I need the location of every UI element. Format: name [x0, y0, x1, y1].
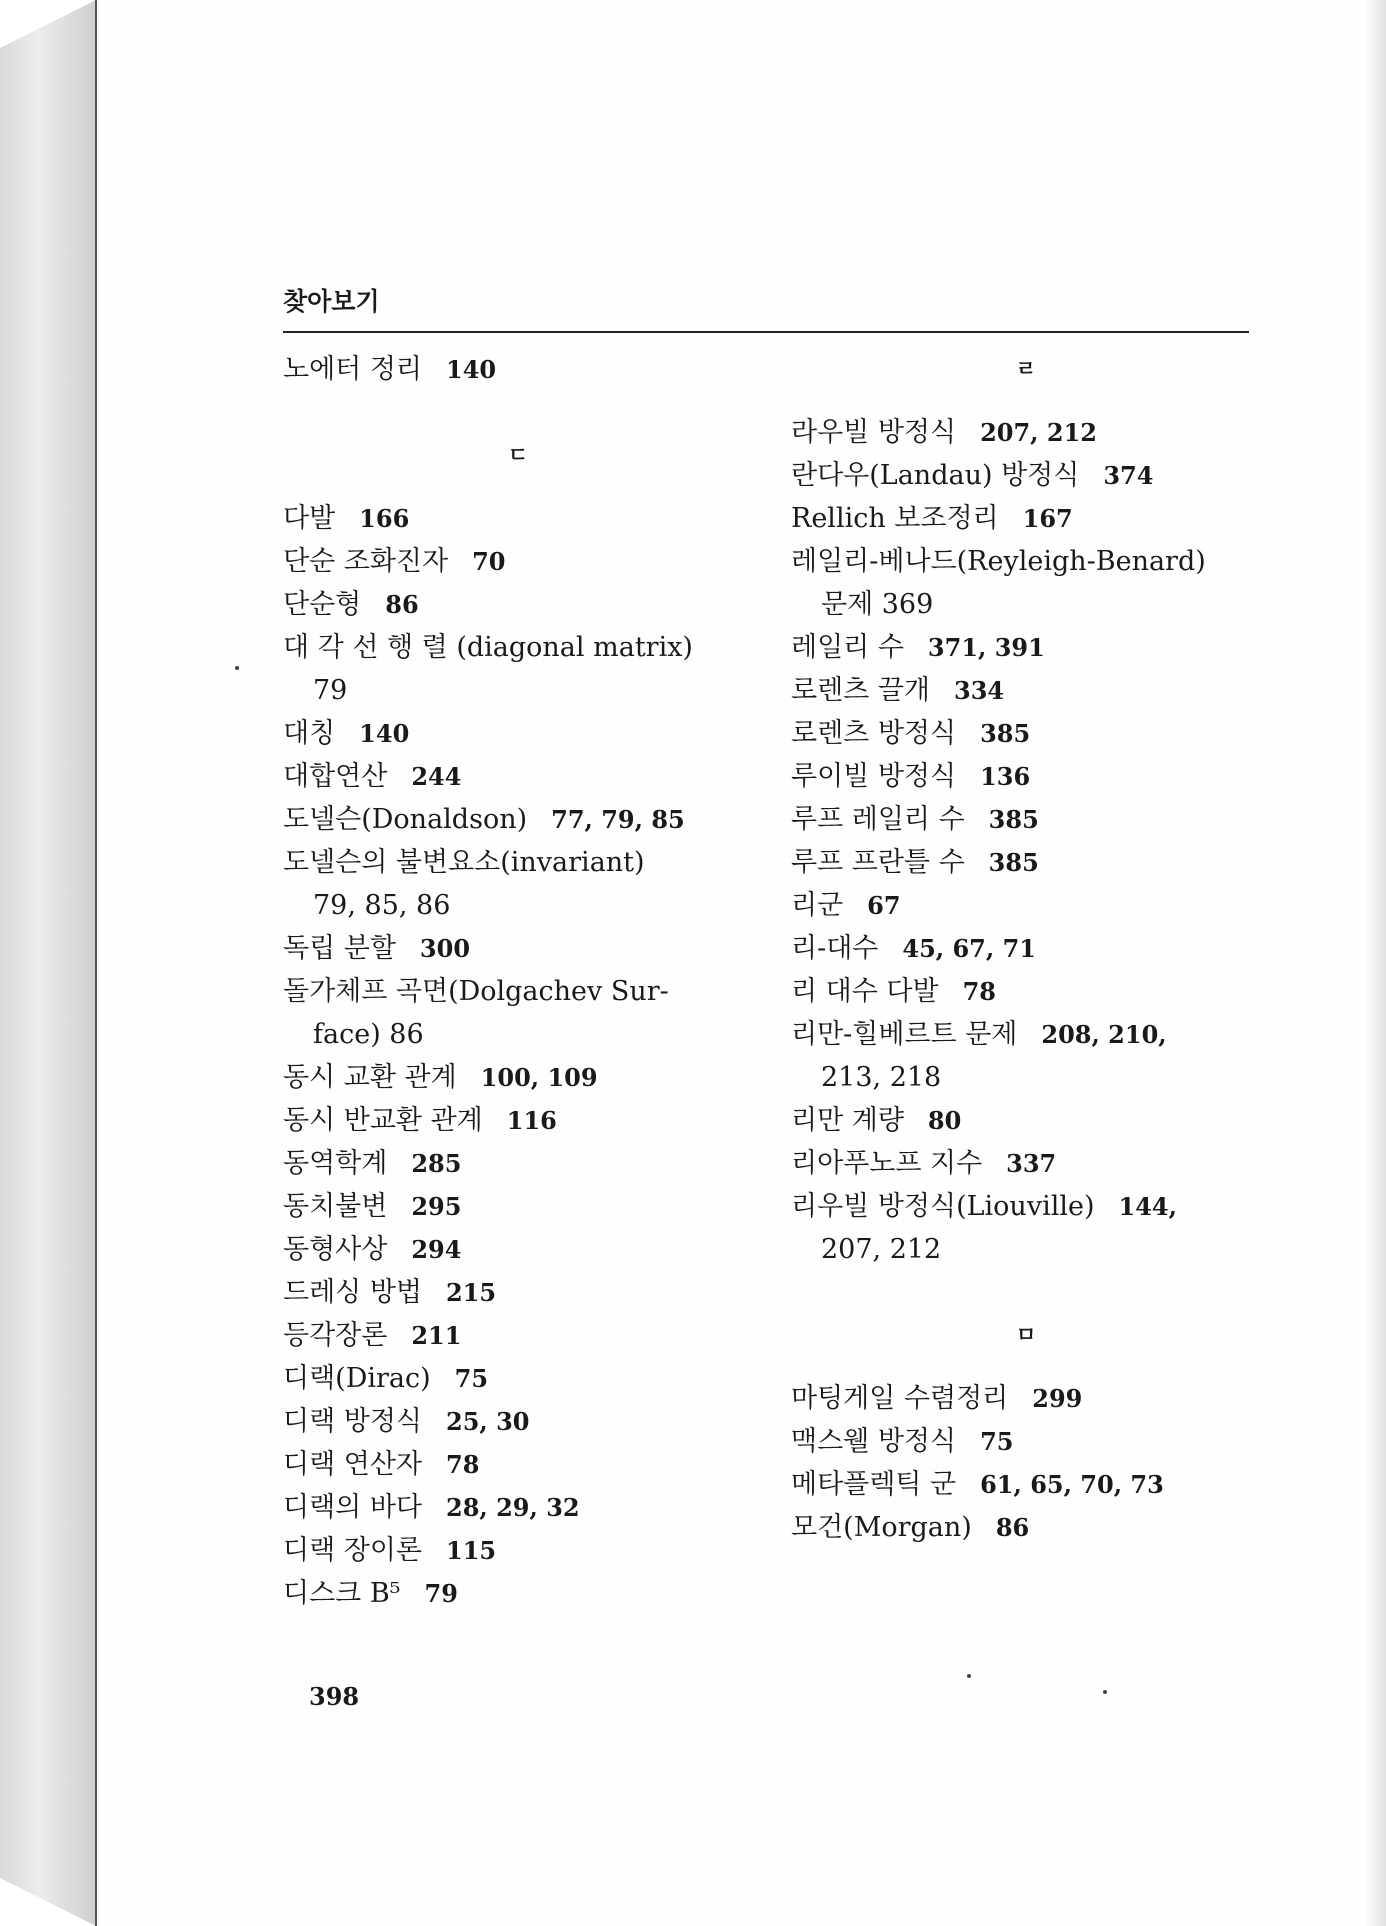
section-spacer	[283, 391, 753, 434]
index-entry	[791, 798, 1261, 841]
index-term: 대합연산	[283, 761, 388, 792]
index-term: 루프 프란틀 수	[791, 847, 965, 878]
index-term: 등각장론	[283, 1320, 388, 1351]
index-page-refs: 79	[424, 1579, 458, 1608]
index-entry	[791, 1185, 1261, 1228]
index-page-refs: 67	[867, 891, 901, 920]
index-page-refs: 25, 30	[446, 1407, 530, 1436]
print-speck	[1103, 1690, 1107, 1694]
index-entry	[283, 1099, 753, 1142]
index-term: 디랙 연산자	[283, 1449, 422, 1480]
index-entry	[791, 626, 1261, 669]
index-term: 도넬슨의 불변요소(invariant)	[283, 847, 645, 878]
index-page-refs: 207, 212	[980, 418, 1097, 447]
index-term: 동역학계	[283, 1148, 388, 1179]
index-entry	[283, 1314, 753, 1357]
index-section-letter: ㄹ	[1015, 357, 1037, 381]
index-entry	[791, 497, 1261, 540]
index-term: 라우빌 방정식	[791, 417, 957, 448]
index-entry	[791, 1463, 1261, 1506]
index-entry	[791, 1142, 1261, 1185]
index-term: 돌가체프 곡면(Dolgachev Sur-	[283, 976, 669, 1007]
index-term: 리만-힐베르트 문제	[791, 1019, 1018, 1050]
index-entry	[791, 1420, 1261, 1463]
index-entry	[283, 798, 753, 841]
index-entry	[283, 1443, 753, 1486]
index-term: 모건(Morgan)	[791, 1512, 972, 1543]
index-page-refs: 208, 210,	[1041, 1020, 1167, 1049]
index-entry	[283, 1228, 753, 1271]
index-section-letter: ㄷ	[507, 443, 529, 467]
index-entry	[283, 1185, 753, 1228]
index-term: 리 대수 다발	[791, 976, 939, 1007]
index-page-refs: 78	[446, 1450, 480, 1479]
index-entry-continuation: 207, 212	[821, 1234, 942, 1265]
index-term: 리-대수	[791, 933, 879, 964]
header-rule	[283, 331, 1249, 333]
index-page-refs: 86	[385, 590, 419, 619]
index-page-refs: 77, 79, 85	[551, 805, 685, 834]
index-term: 로렌츠 방정식	[791, 718, 957, 749]
index-entry-continuation: 79	[313, 675, 348, 706]
index-term: 동형사상	[283, 1234, 388, 1265]
index-entry-continuation: 213, 218	[821, 1062, 942, 1093]
index-term: 루프 레일리 수	[791, 804, 965, 835]
spine-top-corner	[0, 0, 96, 48]
index-entry	[791, 927, 1261, 970]
index-term: 디랙 방정식	[283, 1406, 422, 1437]
index-term: 디랙(Dirac)	[283, 1363, 431, 1394]
index-page-refs: 80	[927, 1106, 962, 1135]
index-term: 란다우(Landau) 방정식	[791, 460, 1080, 491]
index-entry	[791, 411, 1261, 454]
index-term: 동치불변	[283, 1191, 388, 1222]
index-entry	[791, 1377, 1261, 1420]
index-page-refs: 374	[1103, 461, 1154, 490]
index-entry-continuation: 79, 85, 86	[313, 890, 451, 921]
index-page-refs: 300	[419, 934, 471, 963]
index-page-refs: 299	[1032, 1384, 1083, 1413]
index-term: Rellich 보조정리	[791, 503, 999, 534]
index-term: 메타플렉틱 군	[791, 1469, 957, 1500]
index-entry	[283, 1529, 753, 1572]
index-page-refs: 100, 109	[480, 1063, 598, 1092]
index-entry-continuation: face) 86	[313, 1019, 424, 1050]
index-entry	[283, 1271, 753, 1314]
index-page-refs: 337	[1006, 1149, 1057, 1178]
print-speck	[967, 1674, 971, 1678]
index-page-refs: 78	[962, 977, 996, 1006]
index-entry	[283, 348, 753, 391]
page-right-edge-shadow	[1364, 0, 1386, 1926]
index-page-refs: 75	[980, 1427, 1014, 1456]
index-page	[97, 0, 1364, 1926]
index-column-left	[283, 348, 753, 1615]
index-entry	[791, 454, 1261, 497]
index-term: 레일리 수	[791, 632, 904, 663]
index-entry	[283, 626, 753, 669]
index-page-refs: 144,	[1118, 1192, 1177, 1221]
index-term: 노에터 정리	[283, 354, 422, 385]
index-page-refs: 167	[1022, 504, 1073, 533]
index-page-refs: 70	[472, 547, 506, 576]
index-entry	[283, 755, 753, 798]
index-page-refs: 385	[988, 805, 1039, 834]
index-page-refs: 295	[411, 1192, 462, 1221]
index-page-refs: 86	[995, 1513, 1030, 1542]
index-entry	[791, 712, 1261, 755]
index-entry	[283, 540, 753, 583]
index-page-refs: 244	[411, 762, 462, 791]
index-term: 레일리-베나드(Reyleigh-Benard)	[791, 546, 1206, 577]
index-entry	[791, 1013, 1261, 1056]
index-page-refs: 140	[359, 719, 410, 748]
index-term: 대 각 선 행 렬 (diagonal matrix)	[283, 632, 693, 663]
index-entry	[283, 1400, 753, 1443]
index-page-refs: 166	[359, 504, 410, 533]
index-page-refs: 140	[446, 355, 497, 384]
index-page-refs: 285	[411, 1149, 462, 1178]
index-entry	[791, 841, 1261, 884]
index-entry	[283, 841, 753, 884]
section-spacer	[791, 1271, 1261, 1314]
index-page-refs: 115	[446, 1536, 497, 1565]
index-page-refs: 385	[988, 848, 1039, 877]
index-page-refs: 371, 391	[927, 633, 1045, 662]
index-term: 도넬슨(Donaldson)	[283, 804, 528, 835]
page-header-title: 찾아보기	[283, 287, 380, 316]
index-term: 독립 분할	[283, 933, 396, 964]
index-entry	[283, 1142, 753, 1185]
index-term: 리우빌 방정식(Liouville)	[791, 1191, 1095, 1222]
index-page-refs: 211	[411, 1321, 462, 1350]
index-entry	[791, 1506, 1261, 1549]
index-page-refs: 136	[980, 762, 1031, 791]
index-term: 마팅게일 수렴정리	[791, 1383, 1009, 1414]
index-term: 동시 교환 관계	[283, 1062, 457, 1093]
index-term: 디스크 B⁵	[283, 1578, 401, 1609]
index-term: 디랙의 바다	[283, 1492, 422, 1523]
index-entry	[791, 540, 1261, 583]
book-spine	[0, 0, 96, 1926]
index-term: 리아푸노프 지수	[791, 1148, 983, 1179]
spine-bottom-corner	[0, 1878, 96, 1926]
index-term: 드레싱 방법	[283, 1277, 422, 1308]
index-entry	[283, 1486, 753, 1529]
index-entry	[283, 1357, 753, 1400]
index-entry	[283, 583, 753, 626]
index-entry	[791, 669, 1261, 712]
index-entry	[283, 970, 753, 1013]
index-section-letter: ㅁ	[1015, 1323, 1037, 1347]
index-page-refs: 334	[954, 676, 1005, 705]
index-term: 루이빌 방정식	[791, 761, 957, 792]
index-page-refs: 75	[454, 1364, 489, 1393]
index-column-right	[791, 348, 1261, 1549]
index-term: 단순 조화진자	[283, 546, 449, 577]
index-entry	[283, 927, 753, 970]
index-entry	[791, 970, 1261, 1013]
index-term: 단순형	[283, 589, 362, 620]
index-page-refs: 61, 65, 70, 73	[980, 1470, 1164, 1499]
index-entry	[791, 755, 1261, 798]
print-speck	[235, 666, 239, 670]
index-term: 대칭	[283, 718, 336, 749]
index-entry-continuation: 문제 369	[821, 589, 934, 620]
index-page-refs: 215	[446, 1278, 497, 1307]
index-term: 동시 반교환 관계	[283, 1105, 483, 1136]
index-page-refs: 385	[980, 719, 1031, 748]
index-entry	[283, 712, 753, 755]
index-entry	[283, 1056, 753, 1099]
page-number: 398	[309, 1682, 360, 1711]
index-term: 리만 계량	[791, 1105, 904, 1136]
section-spacer	[791, 391, 1261, 411]
index-entry	[791, 884, 1261, 927]
index-entry	[791, 1099, 1261, 1142]
index-page-refs: 28, 29, 32	[446, 1493, 580, 1522]
index-term: 로렌츠 끌개	[791, 675, 930, 706]
index-term: 디랙 장이론	[283, 1535, 422, 1566]
index-term: 다발	[283, 503, 336, 534]
index-term: 맥스웰 방정식	[791, 1426, 957, 1457]
section-spacer	[791, 1357, 1261, 1377]
index-entry	[283, 497, 753, 540]
index-page-refs: 45, 67, 71	[902, 934, 1036, 963]
index-entry	[283, 1572, 753, 1615]
section-spacer	[283, 477, 753, 497]
index-term: 리군	[791, 890, 844, 921]
index-page-refs: 116	[506, 1106, 557, 1135]
index-page-refs: 294	[411, 1235, 462, 1264]
